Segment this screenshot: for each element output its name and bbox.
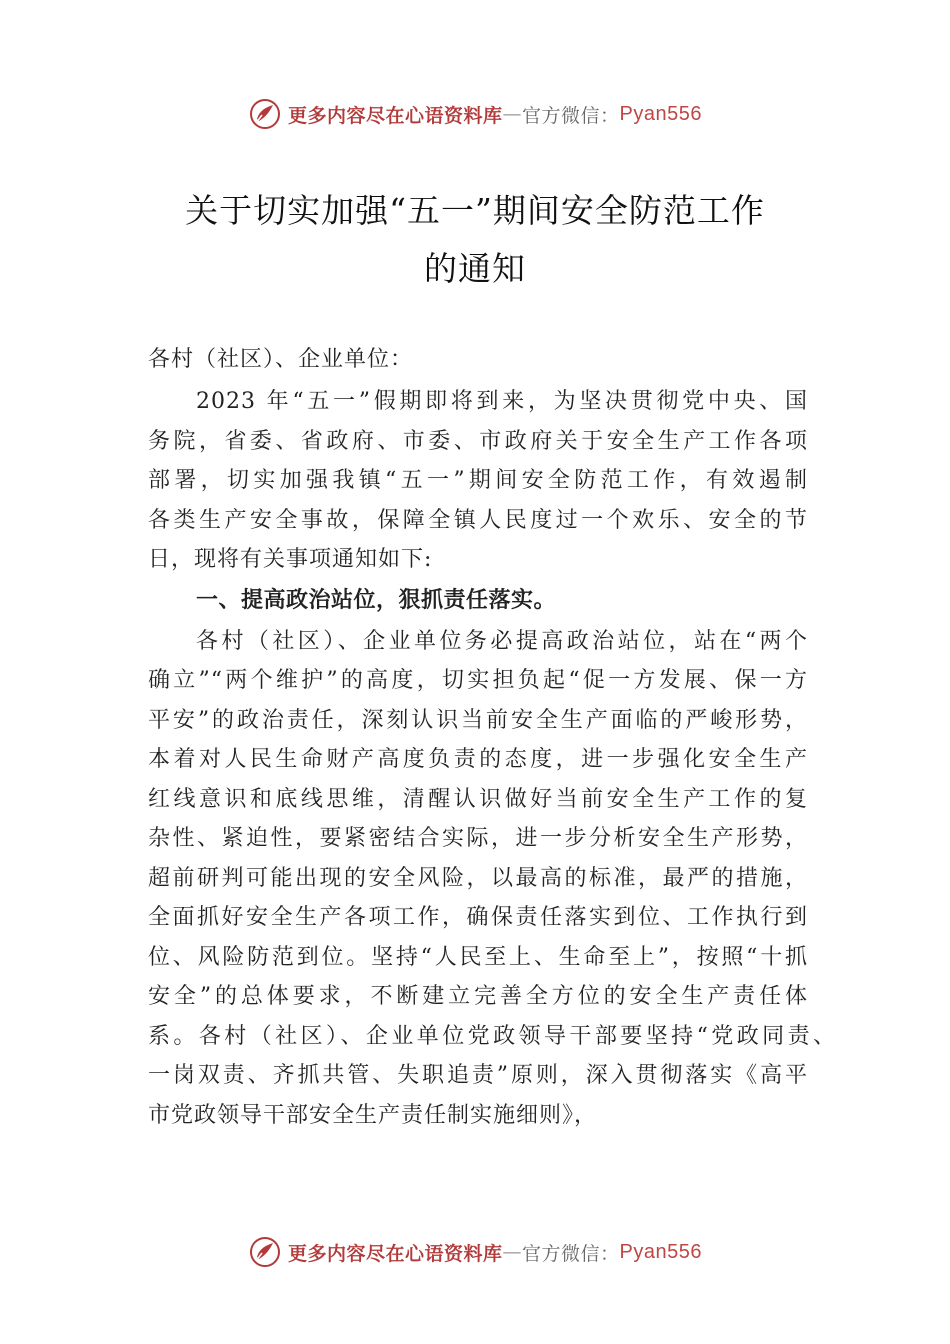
- document-title: [60, 182, 890, 298]
- paragraph-1-line: 部署，切实加强我镇“五一”期间安全防范工作，有效遏制: [148, 468, 808, 493]
- banner-brand: 更多内容尽在心语资料库: [288, 104, 503, 127]
- paragraph-2-line: 一岗双责、齐抓共管、失职追责”原则，深入贯彻落实《高平: [148, 1063, 808, 1088]
- logo-icon: [248, 97, 282, 131]
- paragraph-2-line: 杂性、紧迫性，要紧密结合实际，进一步分析安全生产形势，: [148, 826, 808, 851]
- paragraph-1-line: 日，现将有关事项通知如下:: [148, 547, 433, 572]
- banner-separator: —: [502, 1241, 523, 1263]
- banner-separator: —: [502, 103, 523, 125]
- footer-banner: [0, 1232, 950, 1272]
- paragraph-2-line: 市党政领导干部安全生产责任制实施细则》，: [148, 1102, 598, 1128]
- document-body: [148, 382, 836, 1135]
- paragraph-2-line: 平安”的政治责任，深刻认识当前安全生产面临的严峻形势，: [148, 707, 808, 733]
- banner-wechat-id: Pyan556: [619, 1240, 702, 1263]
- header-banner: [0, 94, 950, 134]
- banner-wechat-label: 官方微信：: [522, 1242, 620, 1265]
- title-line-2: 的通知: [424, 249, 526, 288]
- paragraph-2-line: 位、风险防范到位。坚持“人民至上、生命至上”，按照“十抓: [148, 944, 808, 970]
- paragraph-2-line: 各村（社区）、企业单位务必提高政治站位，站在“两个: [196, 628, 808, 654]
- section-heading-1: 一、提高政治站位，狠抓责任落实。: [196, 587, 557, 613]
- banner-wechat-label: 官方微信：: [522, 104, 620, 127]
- title-line-1: 关于切实加强“五一”期间安全防范工作: [185, 191, 765, 230]
- paragraph-2-line: 安全”的总体要求，不断建立完善全方位的安全生产责任体: [148, 984, 808, 1009]
- paragraph-2-line: 系。各村（社区）、企业单位党政领导干部要坚持“党政同责、: [148, 1023, 836, 1049]
- logo-icon: [248, 1235, 282, 1269]
- salutation: 各村（社区）、企业单位：: [148, 347, 414, 372]
- paragraph-2-line: 红线意识和底线思维，清醒认识做好当前安全生产工作的复: [148, 786, 808, 812]
- paragraph-1-line: 务院，省委、省政府、市委、市政府关于安全生产工作各项: [148, 428, 808, 454]
- banner-brand: 更多内容尽在心语资料库: [288, 1242, 503, 1265]
- banner-wechat-id: Pyan556: [619, 102, 702, 125]
- paragraph-2-line: 超前研判可能出现的安全风险，以最高的标准，最严的措施，: [148, 865, 808, 891]
- paragraph-2-line: 确立”“两个维护”的高度，切实担负起“促一方发展、保一方: [148, 668, 808, 693]
- paragraph-1-line: 2023 年“五一”假期即将到来，为坚决贯彻党中央、国: [196, 389, 808, 414]
- paragraph-1-line: 各类生产安全事故，保障全镇人民度过一个欢乐、安全的节: [148, 507, 808, 533]
- paragraph-2-line: 全面抓好安全生产各项工作，确保责任落实到位、工作执行到: [148, 905, 808, 930]
- paragraph-2-line: 本着对人民生命财产高度负责的态度，进一步强化安全生产: [148, 747, 808, 772]
